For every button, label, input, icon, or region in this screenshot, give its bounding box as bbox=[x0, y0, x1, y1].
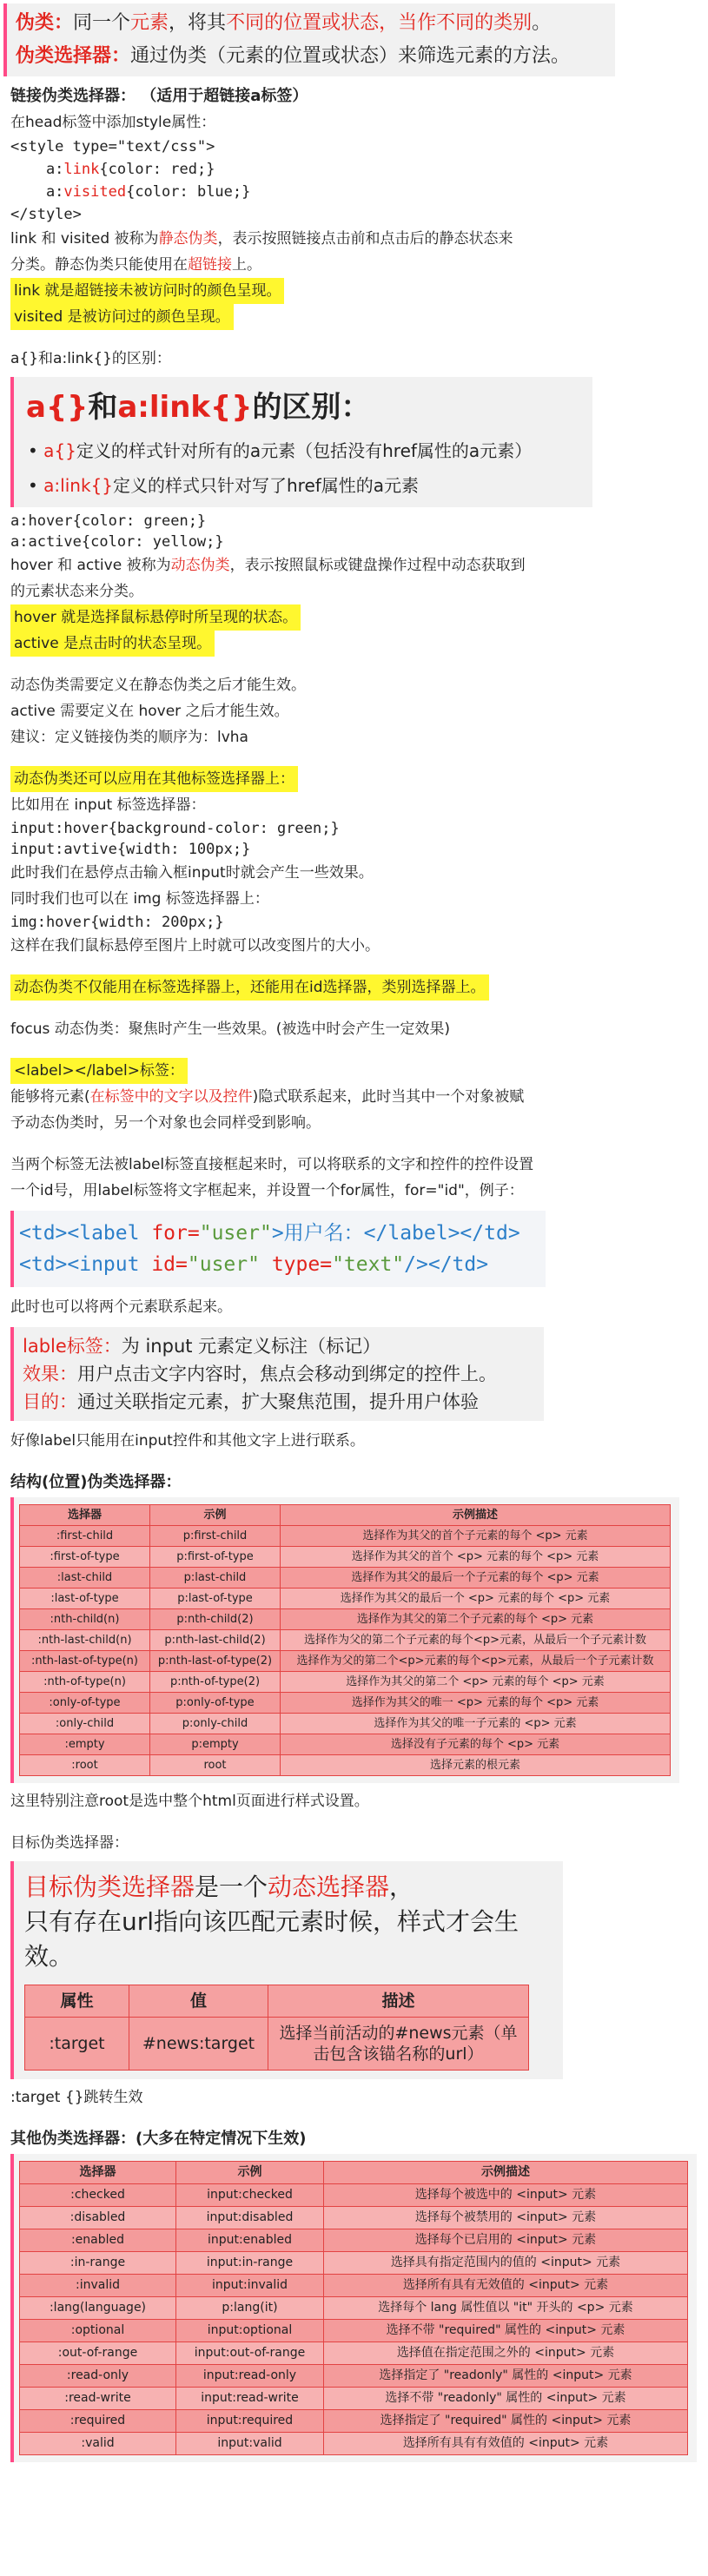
text-line: hover 和 active 被称为动态伪类，表示按照鼠标或键盘操作过程中动态获取到 bbox=[10, 557, 526, 574]
table-cell: 选择作为父的第二个<p>元素的每个<p>元素，从最后一个子元素计数 bbox=[281, 1651, 671, 1672]
code-line: <td><input id="user" type="text"/></td> bbox=[19, 1253, 489, 1276]
link-section bbox=[10, 83, 698, 330]
table-cell: p:nth-of-type(2) bbox=[150, 1672, 281, 1693]
table-cell: :nth-child(n) bbox=[20, 1609, 150, 1630]
text-line: 分类。静态伪类只能使用在超链接上。 bbox=[10, 256, 261, 274]
highlight-text: 动态伪类不仅能用在标签选择器上，还能用在id选择器，类别选择器上。 bbox=[10, 974, 489, 1001]
table-header: 示例描述 bbox=[281, 1505, 671, 1526]
table-cell: 选择指定了 "required" 属性的 <input> 元素 bbox=[324, 2410, 688, 2433]
pseudo-class-definition bbox=[16, 7, 606, 40]
table-row bbox=[20, 2320, 688, 2342]
code-line: input:avtive{width: 100px;} bbox=[10, 841, 251, 858]
highlight-text: link 就是超链接未被访问时的颜色呈现。 bbox=[10, 278, 284, 304]
table-cell: input:invalid bbox=[176, 2275, 324, 2297]
table-cell: :last-child bbox=[20, 1568, 150, 1589]
table-cell: p:first-of-type bbox=[150, 1547, 281, 1568]
table-cell: :read-only bbox=[20, 2365, 176, 2388]
text-line: 建议：定义链接伪类的顺序为：lvha bbox=[10, 729, 248, 746]
table-cell: :first-child bbox=[20, 1526, 150, 1547]
table-cell: :valid bbox=[20, 2433, 176, 2455]
table-cell: p:only-of-type bbox=[150, 1693, 281, 1714]
table-cell: :empty bbox=[20, 1734, 150, 1755]
table-row bbox=[20, 1589, 671, 1609]
pseudo-def-text: ，将其 bbox=[169, 12, 227, 34]
table-row bbox=[20, 2433, 688, 2455]
table-row bbox=[20, 2207, 688, 2229]
table-cell: 选择所有具有无效值的 <input> 元素 bbox=[324, 2275, 688, 2297]
text-line: 的元素状态来分类。 bbox=[10, 583, 143, 600]
text-line: 比如用在 input 标签选择器： bbox=[10, 796, 206, 814]
pseudo-def-text: 同一个 bbox=[73, 12, 131, 34]
table-cell: :only-child bbox=[20, 1714, 150, 1734]
table-cell: p:last-child bbox=[150, 1568, 281, 1589]
pseudo-def-highlight: 不同的位置或状态，当作不同的类别 bbox=[226, 12, 533, 34]
other-tags-section bbox=[10, 766, 698, 1042]
table-cell: input:valid bbox=[176, 2433, 324, 2455]
table-cell: 选择作为其父的第二个 <p> 元素的每个 <p> 元素 bbox=[281, 1672, 671, 1693]
card-line: 目的：通过关联指定元素，扩大聚焦范围，提升用户体验 bbox=[23, 1391, 479, 1412]
table-header: 示例描述 bbox=[324, 2162, 688, 2184]
table-cell: 选择当前活动的#news元素（单击包含该锚名称的url） bbox=[268, 2018, 529, 2071]
table-cell: :disabled bbox=[20, 2207, 176, 2229]
table-row bbox=[20, 1672, 671, 1693]
target-section bbox=[10, 1830, 698, 2110]
table-cell: 选择值在指定范围之外的 <input> 元素 bbox=[324, 2342, 688, 2365]
table-row bbox=[20, 1755, 671, 1776]
structural-section bbox=[10, 1470, 698, 1814]
table-cell: input:required bbox=[176, 2410, 324, 2433]
table-header: 描述 bbox=[268, 1985, 529, 2018]
selector-term: 伪类选择器： bbox=[16, 45, 131, 67]
table-cell: :lang(language) bbox=[20, 2297, 176, 2320]
label-section bbox=[10, 1058, 698, 1454]
text-line: 此时也可以将两个元素联系起来。 bbox=[10, 1298, 232, 1316]
pseudo-def-text: 。 bbox=[532, 12, 552, 34]
table-row bbox=[20, 2252, 688, 2275]
table-cell: :invalid bbox=[20, 2275, 176, 2297]
table-cell: p:lang(it) bbox=[176, 2297, 324, 2320]
table-row bbox=[20, 2365, 688, 2388]
code-line: input:hover{background-color: green;} bbox=[10, 820, 340, 837]
table-cell: input:enabled bbox=[176, 2229, 324, 2252]
table-row bbox=[20, 2388, 688, 2410]
text-line: 这里特别注意root是选中整个html页面进行样式设置。 bbox=[10, 1793, 369, 1810]
table-cell: 选择作为其父的首个 <p> 元素的每个 <p> 元素 bbox=[281, 1547, 671, 1568]
table-cell: :optional bbox=[20, 2320, 176, 2342]
table-cell: 选择没有子元素的每个 <p> 元素 bbox=[281, 1734, 671, 1755]
code-line: a:visited{color: blue;} bbox=[10, 183, 251, 201]
table-cell: :read-write bbox=[20, 2388, 176, 2410]
text-line: 这样在我们鼠标悬停至图片上时就可以改变图片的大小。 bbox=[10, 937, 380, 954]
table-cell: p:empty bbox=[150, 1734, 281, 1755]
table-header: 选择器 bbox=[20, 2162, 176, 2184]
table-cell: :nth-last-child(n) bbox=[20, 1630, 150, 1651]
table-header: 选择器 bbox=[20, 1505, 150, 1526]
text-line: 此时我们在悬停点击输入框input时就会产生一些效果。 bbox=[10, 864, 374, 882]
label-code-card bbox=[10, 1211, 546, 1287]
highlight-text: hover 就是选择鼠标悬停时所呈现的状态。 bbox=[10, 604, 301, 631]
text-line: 能够将元素(在标签中的文字以及控件)隐式联系起来，此时当其中一个对象被赋 bbox=[10, 1088, 525, 1106]
table-cell: :target bbox=[25, 2018, 129, 2071]
table-row bbox=[25, 2018, 529, 2071]
pseudo-def-element: 元素 bbox=[130, 12, 169, 34]
structural-heading: 结构(位置)伪类选择器： bbox=[10, 1473, 182, 1491]
table-cell: root bbox=[150, 1755, 281, 1776]
text-line: 好像label只能用在input控件和其他文字上进行联系。 bbox=[10, 1432, 365, 1450]
label-summary-card bbox=[10, 1327, 544, 1421]
code-line: a:hover{color: green;} bbox=[10, 512, 207, 530]
table-cell: p:last-of-type bbox=[150, 1589, 281, 1609]
code-block bbox=[10, 818, 698, 860]
target-table bbox=[24, 1985, 529, 2071]
selector-definition bbox=[16, 40, 606, 73]
table-row bbox=[20, 1568, 671, 1589]
highlight-text: active 是点击时的状态呈现。 bbox=[10, 631, 215, 657]
text-line: 动态伪类需要定义在静态伪类之后才能生效。 bbox=[10, 677, 306, 694]
diff-title: a{}和a:link{}的区别： bbox=[26, 390, 371, 425]
text-line: active 需要定义在 hover 之后才能生效。 bbox=[10, 703, 289, 720]
table-row bbox=[20, 1630, 671, 1651]
table-row bbox=[20, 1734, 671, 1755]
table-header: 示例 bbox=[150, 1505, 281, 1526]
dynamic-section bbox=[10, 511, 698, 750]
table-cell: p:only-child bbox=[150, 1714, 281, 1734]
diff-section bbox=[10, 346, 698, 507]
table-cell: 选择不带 "readonly" 属性的 <input> 元素 bbox=[324, 2388, 688, 2410]
other-table bbox=[19, 2161, 688, 2455]
code-block bbox=[10, 511, 698, 552]
table-header: 属性 bbox=[25, 1985, 129, 2018]
target-title: 目标伪类选择器是一个动态选择器， bbox=[24, 1873, 414, 1901]
code-line: a:active{color: yellow;} bbox=[10, 533, 224, 551]
table-cell: :checked bbox=[20, 2184, 176, 2207]
selector-def-text: 通过伪类（元素的位置或状态）来筛选元素的方法。 bbox=[130, 45, 571, 67]
table-cell: 选择作为其父的最后一个 <p> 元素的每个 <p> 元素 bbox=[281, 1589, 671, 1609]
table-row bbox=[20, 1526, 671, 1547]
table-cell: 选择作为其父的唯一子元素的 <p> 元素 bbox=[281, 1714, 671, 1734]
text-line: 目标伪类选择器： bbox=[10, 1834, 129, 1852]
code-line: <td><label for="user">用户名：</label></td> bbox=[19, 1222, 520, 1245]
table-cell: input:optional bbox=[176, 2320, 324, 2342]
table-row bbox=[20, 1547, 671, 1568]
table-cell: 选择作为父的第二个子元素的每个<p>元素，从最后一个子元素计数 bbox=[281, 1630, 671, 1651]
pseudo-term: 伪类： bbox=[16, 12, 74, 34]
table-cell: :last-of-type bbox=[20, 1589, 150, 1609]
other-pseudo-section bbox=[10, 2126, 698, 2462]
table-cell: 选择具有指定范围内的值的 <input> 元素 bbox=[324, 2252, 688, 2275]
card-line: 效果：用户点击文字内容时，焦点会移动到绑定的控件上。 bbox=[23, 1364, 497, 1384]
code-line: img:hover{width: 200px;} bbox=[10, 914, 224, 931]
table-cell: p:nth-last-of-type(2) bbox=[150, 1651, 281, 1672]
table-header: 值 bbox=[129, 1985, 268, 2018]
table-cell: p:first-child bbox=[150, 1526, 281, 1547]
highlight-text: visited 是被访问过的颜色呈现。 bbox=[10, 304, 234, 330]
highlight-text: 动态伪类还可以应用在其他标签选择器上： bbox=[10, 766, 298, 792]
diff-bullet: • a{}定义的样式针对所有的a元素（包括没有href属性的a元素） bbox=[28, 440, 533, 461]
table-cell: 选择所有具有有效值的 <input> 元素 bbox=[324, 2433, 688, 2455]
code-line: a:link{color: red;} bbox=[10, 161, 215, 178]
table-cell: p:nth-last-child(2) bbox=[150, 1630, 281, 1651]
structural-table bbox=[19, 1504, 671, 1776]
table-cell: input:out-of-range bbox=[176, 2342, 324, 2365]
diff-bullet: • a:link{}定义的样式只针对写了href属性的a元素 bbox=[28, 475, 420, 496]
table-row bbox=[20, 2297, 688, 2320]
table-cell: 选择作为其父的首个子元素的每个 <p> 元素 bbox=[281, 1526, 671, 1547]
table-row bbox=[20, 2342, 688, 2365]
table-cell: :only-of-type bbox=[20, 1693, 150, 1714]
text-line: focus 动态伪类：聚焦时产生一些效果。(被选中时会产生一定效果) bbox=[10, 1020, 451, 1038]
table-cell: input:checked bbox=[176, 2184, 324, 2207]
table-cell: :out-of-range bbox=[20, 2342, 176, 2365]
table-cell: 选择作为其父的唯一 <p> 元素的每个 <p> 元素 bbox=[281, 1693, 671, 1714]
text-line: 同时我们也可以在 img 标签选择器上： bbox=[10, 890, 269, 908]
table-cell: :nth-last-of-type(n) bbox=[20, 1651, 150, 1672]
table-cell: 选择不带 "required" 属性的 <input> 元素 bbox=[324, 2320, 688, 2342]
code-line: </style> bbox=[10, 206, 82, 223]
text-line: 在head标签中添加style属性： bbox=[10, 114, 216, 131]
table-cell: #news:target bbox=[129, 2018, 268, 2071]
table-row bbox=[20, 2410, 688, 2433]
code-block bbox=[10, 135, 698, 226]
table-cell: 选择每个 lang 属性值以 "it" 开头的 <p> 元素 bbox=[324, 2297, 688, 2320]
table-row bbox=[20, 2275, 688, 2297]
table-cell: input:disabled bbox=[176, 2207, 324, 2229]
target-card bbox=[10, 1861, 563, 2079]
table-cell: :first-of-type bbox=[20, 1547, 150, 1568]
highlight-text: <label></label>标签： bbox=[10, 1058, 188, 1084]
table-row bbox=[20, 1693, 671, 1714]
other-table-card bbox=[10, 2154, 697, 2462]
text-line: a{}和a:link{}的区别： bbox=[10, 350, 171, 367]
table-cell: input:read-only bbox=[176, 2365, 324, 2388]
table-cell: :required bbox=[20, 2410, 176, 2433]
table-cell: 选择每个已启用的 <input> 元素 bbox=[324, 2229, 688, 2252]
table-cell: input:in-range bbox=[176, 2252, 324, 2275]
table-cell: 选择作为其父的最后一个子元素的每个 <p> 元素 bbox=[281, 1568, 671, 1589]
table-cell: :nth-of-type(n) bbox=[20, 1672, 150, 1693]
table-row bbox=[20, 1651, 671, 1672]
table-cell: 选择每个被禁用的 <input> 元素 bbox=[324, 2207, 688, 2229]
table-cell: input:read-write bbox=[176, 2388, 324, 2410]
text-line: link 和 visited 被称为静态伪类，表示按照链接点击前和点击后的静态状态来 bbox=[10, 230, 513, 248]
table-row bbox=[20, 2229, 688, 2252]
table-cell: p:nth-child(2) bbox=[150, 1609, 281, 1630]
table-cell: :enabled bbox=[20, 2229, 176, 2252]
table-cell: 选择每个被选中的 <input> 元素 bbox=[324, 2184, 688, 2207]
table-cell: 选择作为其父的第二个子元素的每个 <p> 元素 bbox=[281, 1609, 671, 1630]
text-line: 一个id号，用label标签将文字框起来，并设置一个for属性，for="id"，例子： bbox=[10, 1182, 524, 1199]
text-line: :target {}跳转生效 bbox=[10, 2089, 143, 2106]
text-line: 当两个标签无法被label标签直接框起来时，可以将联系的文字和控件的控件设置 bbox=[10, 1156, 534, 1173]
table-row bbox=[20, 2184, 688, 2207]
table-cell: :root bbox=[20, 1755, 150, 1776]
text-line: 予动态伪类时，另一个对象也会同样受到影响。 bbox=[10, 1114, 321, 1132]
card-line: lable标签：为 input 元素定义标注（标记） bbox=[23, 1336, 381, 1357]
table-cell: :in-range bbox=[20, 2252, 176, 2275]
link-heading: 链接伪类选择器： （适用于超链接a标签） bbox=[10, 87, 308, 105]
intro-card bbox=[3, 3, 615, 76]
table-row bbox=[20, 1714, 671, 1734]
table-cell: 选择指定了 "readonly" 属性的 <input> 元素 bbox=[324, 2365, 688, 2388]
code-line: <style type="text/css"> bbox=[10, 138, 215, 155]
diff-card bbox=[10, 377, 592, 507]
other-heading: 其他伪类选择器：(大多在特定情况下生效) bbox=[10, 2130, 307, 2148]
table-cell: 选择元素的根元素 bbox=[281, 1755, 671, 1776]
target-subtitle: 只有存在url指向该匹配元素时候，样式才会生效。 bbox=[24, 1907, 519, 1971]
table-header: 示例 bbox=[176, 2162, 324, 2184]
structural-table-card bbox=[10, 1497, 679, 1783]
table-row bbox=[20, 1609, 671, 1630]
